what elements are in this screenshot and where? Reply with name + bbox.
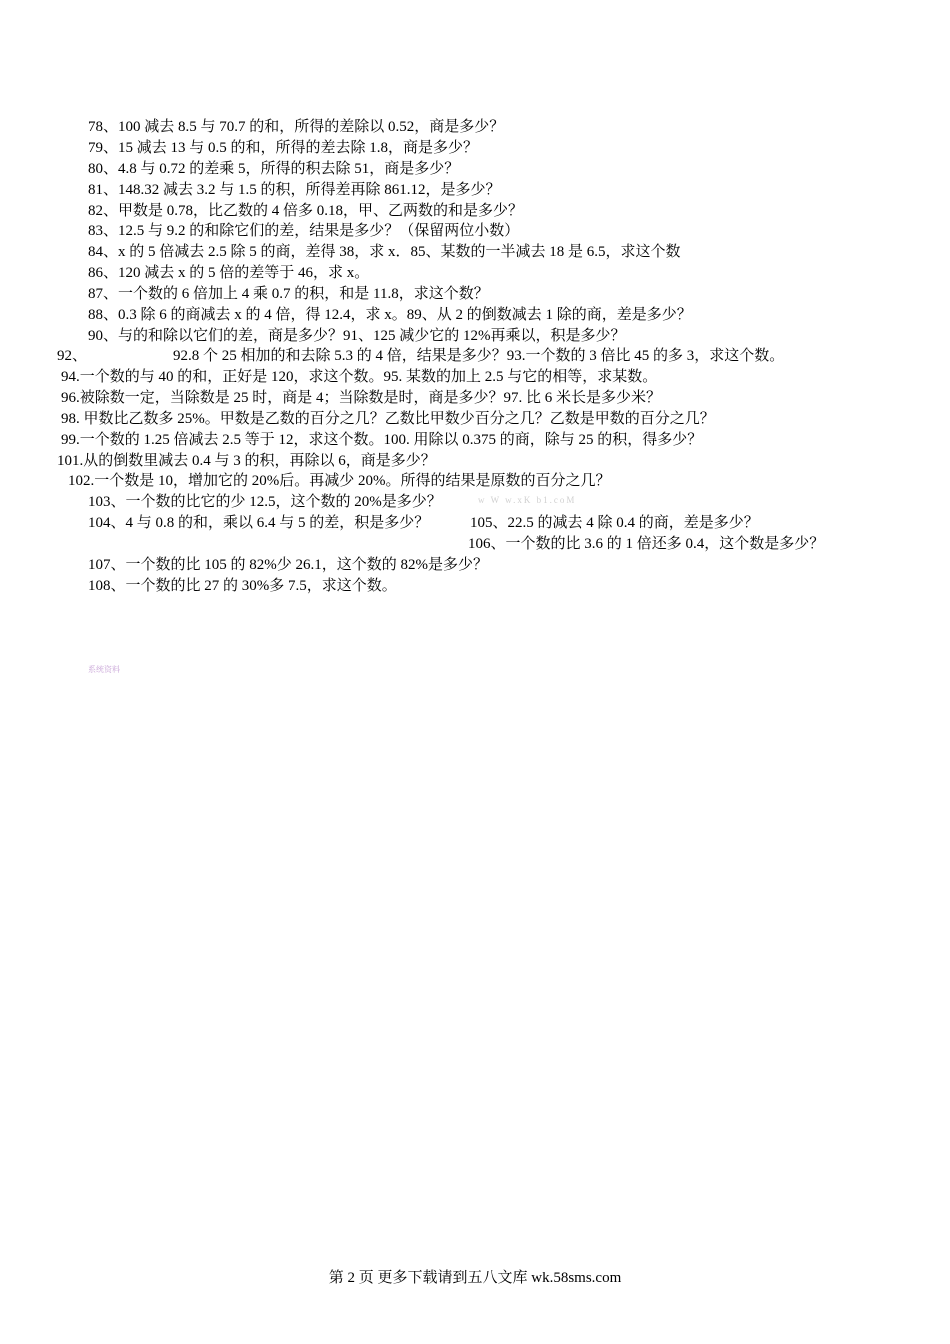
problem-92-number: 92、	[57, 348, 88, 364]
problem-79: 79、15 减去 13 与 0.5 的和，所得的差去除 1.8，商是多少？	[88, 140, 479, 156]
problem-96-97: 96.被除数一定，当除数是 25 时，商是 4；当除数是时，商是多少？97. 比 6 米长是多少米？	[61, 390, 662, 406]
problem-103: 103、一个数的比它的少 12.5，这个数的 20%是多少？	[88, 494, 442, 510]
problem-88-89: 88、0.3 除 6 的商减去 x 的 4 倍，得 12.4，求 x。89、从 2 的倒数减去 1 除的商，差是多少？	[88, 307, 692, 323]
problem-94-95: 94.一个数的与 40 的和，正好是 120，求这个数。95. 某数的加上 2.5 与它的相等，求某数。	[61, 369, 658, 385]
corner-tag: 系统资料	[88, 665, 120, 674]
problem-106: 106、一个数的比 3.6 的 1 倍还多 0.4，这个数是多少？	[468, 536, 825, 552]
problem-86: 86、120 减去 x 的 5 倍的差等于 46，求 x。	[88, 265, 370, 281]
problem-78: 78、100 减去 8.5 与 70.7 的和，所得的差除以 0.52，商是多少？	[88, 119, 505, 135]
watermark-text: w W w.xK b1.coM	[478, 495, 577, 505]
problem-99-100: 99.一个数的 1.25 倍减去 2.5 等于 12，求这个数。100. 用除以 0.375 的商，除与 25 的积，得多少？	[61, 432, 703, 448]
problem-92-93: 92.8 个 25 相加的和去除 5.3 的 4 倍，结果是多少？93.一个数的 3 倍比 45 的多 3，求这个数。	[173, 348, 785, 364]
page-footer: 第 2 页 更多下载请到五八文库 wk.58sms.com	[328, 1270, 622, 1286]
problem-104: 104、4 与 0.8 的和，乘以 6.4 与 5 的差，积是多少？	[88, 515, 430, 531]
problem-105: 105、22.5 的减去 4 除 0.4 的商，差是多少？	[470, 515, 759, 531]
problem-83: 83、12.5 与 9.2 的和除它们的差，结果是多少？（保留两位小数）	[88, 223, 520, 239]
problem-101: 101.从的倒数里减去 0.4 与 3 的积，再除以 6，商是多少？	[57, 453, 436, 469]
problem-84-85: 84、x 的 5 倍减去 2.5 除 5 的商，差得 38，求 x．85、某数的一半减去 18 是 6.5，求这个数	[88, 244, 681, 260]
problem-108: 108、一个数的比 27 的 30%多 7.5，求这个数。	[88, 578, 397, 594]
problem-107: 107、一个数的比 105 的 82%少 26.1，这个数的 82%是多少？	[88, 557, 488, 573]
problem-80: 80、4.8 与 0.72 的差乘 5，所得的积去除 51，商是多少？	[88, 161, 460, 177]
problem-102: 102.一个数是 10，增加它的 20%后。再减少 20%。所得的结果是原数的百分之几？	[68, 473, 611, 489]
problem-90-91: 90、与的和除以它们的差，商是多少？91、125 减少它的 12%再乘以，积是多少？	[88, 328, 626, 344]
problem-98: 98. 甲数比乙数多 25%。甲数是乙数的百分之几？乙数比甲数少百分之几？乙数是甲数的百分之几？	[61, 411, 715, 427]
problem-81: 81、148.32 减去 3.2 与 1.5 的积，所得差再除 861.12，是多少？	[88, 182, 501, 198]
problem-87: 87、一个数的 6 倍加上 4 乘 0.7 的积，和是 11.8，求这个数？	[88, 286, 489, 302]
problem-82: 82、甲数是 0.78，比乙数的 4 倍多 0.18，甲、乙两数的和是多少？	[88, 203, 524, 219]
